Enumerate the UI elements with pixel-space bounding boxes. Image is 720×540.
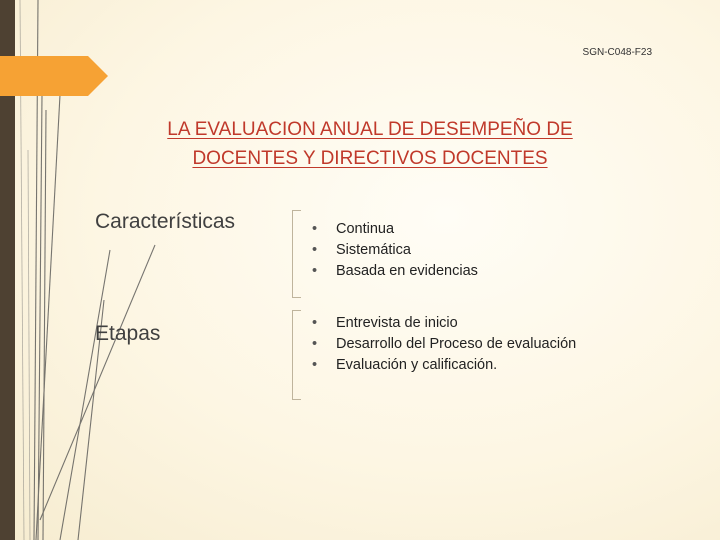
list-etapas [312,313,576,376]
document-code: SGN-C048-F23 [582,47,652,58]
list-item: • Continua [312,219,478,240]
list-item: • Desarrollo del Proceso de evaluación [312,334,576,355]
list-item: • Sistemática [312,240,478,261]
list-item: • Entrevista de inicio [312,313,576,334]
orange-tab-shape [0,56,108,96]
bracket-caracteristicas [292,210,301,298]
slide-title-line-1: LA EVALUACION ANUAL DE DESEMPEÑO DE [167,119,573,140]
section-label-caracteristicas: Características [95,210,236,233]
list-caracteristicas [312,219,478,282]
list-item: • Evaluación y calificación. [312,355,576,376]
bracket-etapas [292,310,301,400]
list-item: • Basada en evidencias [312,261,478,282]
slide-title-line-2: DOCENTES Y DIRECTIVOS DOCENTES [192,148,548,169]
section-label-etapas: Etapas [95,322,161,345]
slide-title [100,115,640,173]
